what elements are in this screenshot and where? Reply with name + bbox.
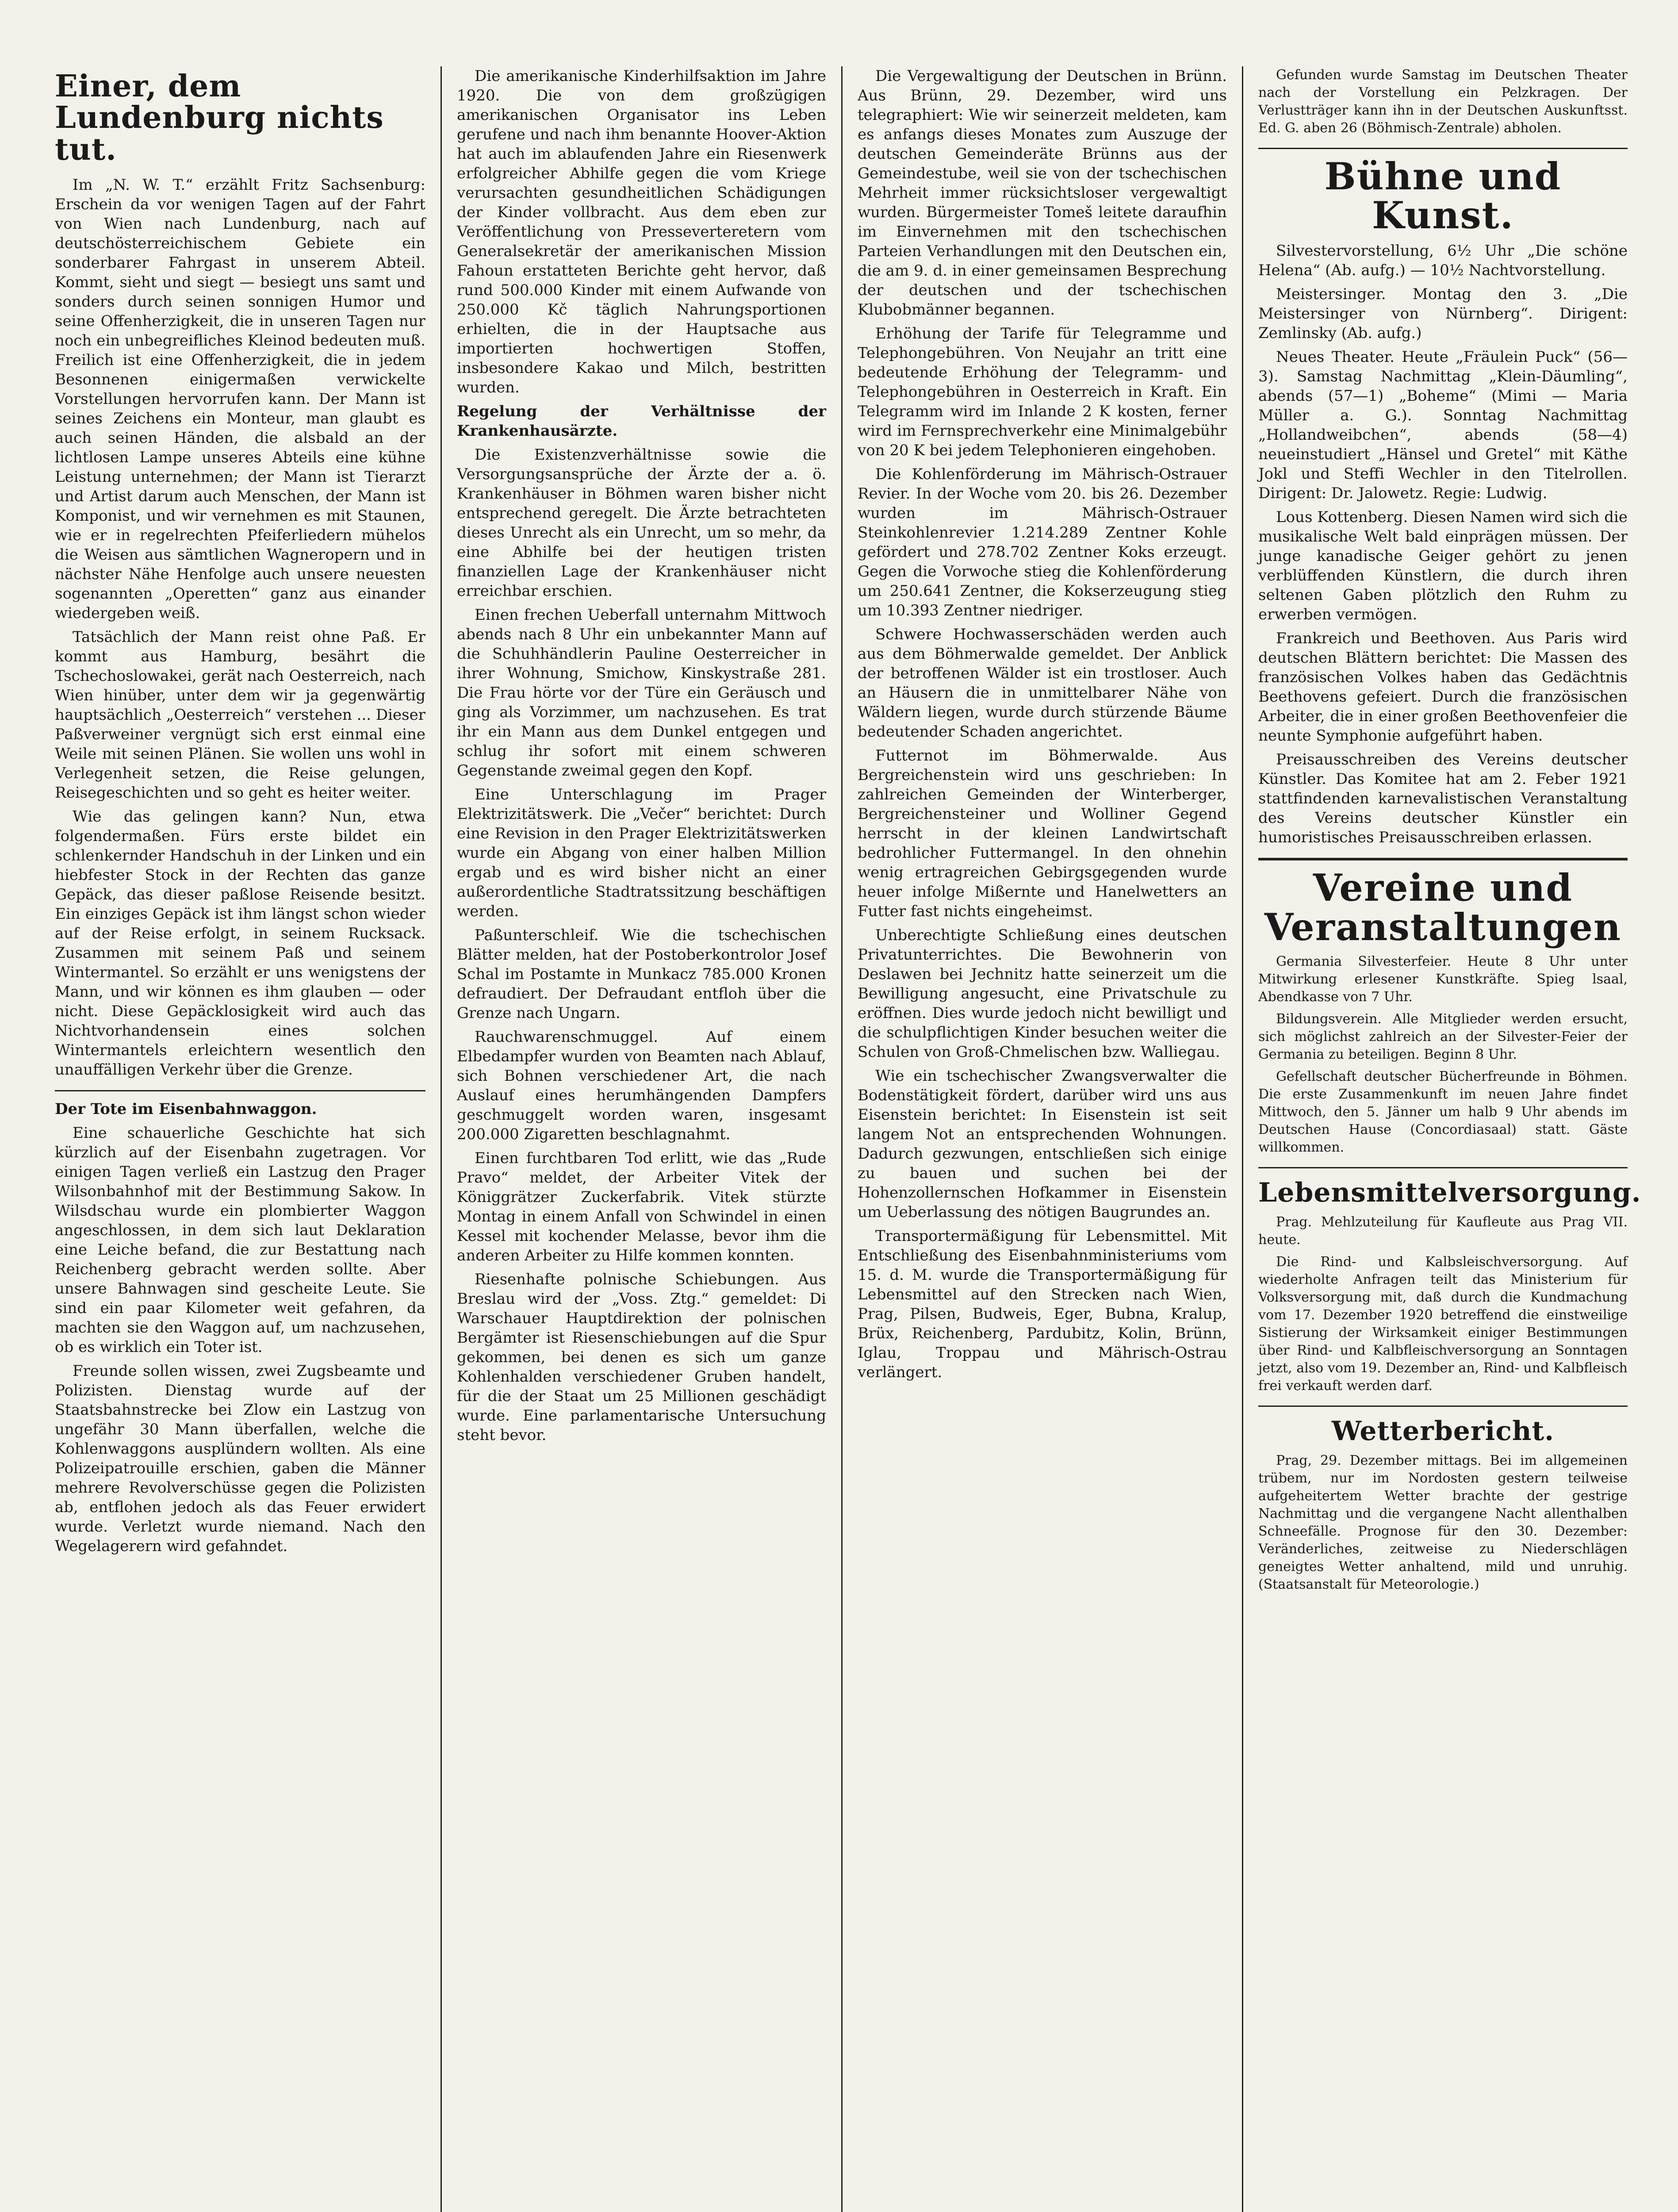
article-paragraph: Schwere Hochwasserschäden werden auch aus dem Böhmerwalde gemeldet. Der Anblick der betroffenen Wälder ist ein trostloser. Auch an Häusern die in unmittelbarer Nähe von Wäldern liegen, wurde durch stürzende Bäume bedeutender Schaden angerichtet. bbox=[858, 626, 1227, 741]
article-paragraph: Eine schauerliche Geschichte hat sich kürzlich auf der Eisenbahn zugetragen. Vor einigen Tagen verließ ein Lastzug den Prager Wilsonbahnhof mit der Bestimmung Sakow. In Wilsdschau wurde ein plombierter Waggon angeschlossen, in dem sich laut Deklaration eine Leiche befand, die zur Bestattung nach Reichenberg gebracht werden sollte. Aber unsere Bahnwagen sind gescheite Leute. Sie sind ein paar Kilometer weit gefahren, da machten sie den Waggon auf, um nachzusehen, ob es wirklich ein Toter ist. bbox=[55, 1124, 425, 1356]
article-paragraph: Wie das gelingen kann? Nun, etwa folgendermaßen. Fürs erste bildet ein schlenkernder Handschuh in der Linken und ein hiebfester Stock in der Rechten das ganze Gepäck, das dieser paßlose Reisende besitzt. Ein einziges Gepäck ist ihm längst schon wieder auf der Reise erfolgt, in seinem Rucksack. Zusammen mit seinem Paß und seinem Wintermantel. So erzählt er uns wenigstens der Mann, und wir können es ihm glauben — oder nicht. Diese Gepäcklosigkeit wird auch das Nichtvorhandensein eines solchen Wintermantels erleichtern wesentlich den unauffälligen Verkehr über die Grenze. bbox=[55, 808, 425, 1079]
article-paragraph: Die Existenzverhältnisse sowie die Versorgungsansprüche der Ärzte der a. ö. Krankenhäuser in Böhmen waren bisher nicht entsprechend geregelt. Die Ärzte betrachteten dieses Unrecht als ein Unrecht, um so mehr, da eine Abhilfe bei der heutigen tristen finanziellen Lage der Krankenhäuser nicht erreichbar erschien. bbox=[457, 446, 826, 600]
article-paragraph: Einen frechen Ueberfall unternahm Mittwoch abends nach 8 Uhr ein unbekannter Mann auf die Schuhhändlerin Pauline Oesterreicher in ihrer Wohnung, Smichow, Kinskystraße 281. Die Frau hörte vor der Türe ein Geräusch und ging als Vorzimmer, um nachzusehen. Es trat ihr ein Mann aus dem Dunkel entgegen und schlug ihr sofort mit einem schweren Gegenstande zweimal gegen den Kopf. bbox=[457, 606, 826, 780]
article-paragraph: Silvestervorstellung, 6½ Uhr „Die schöne Helena“ (Ab. aufg.) — 10½ Nachtvorstellung. bbox=[1258, 242, 1628, 280]
article-paragraph: Gefellschaft deutscher Bücherfreunde in Böhmen. Die erste Zusammenkunft im neuen Jahre findet Mittwoch, den 5. Jänner um halb 9 Uhr abends im Deutschen Hause (Concordiasaal) statt. Gäste willkommen. bbox=[1258, 1068, 1628, 1155]
column-1 bbox=[40, 66, 441, 2212]
article-paragraph: Tatsächlich der Mann reist ohne Paß. Er kommt aus Hamburg, besährt die Tschechoslowakei, gerät nach Oesterreich, nach Wien hinüber, unter dem wir ja gegenwärtig hauptsächlich „Oesterreich“ verstehen ... Dieser Paßverweiner vergnügt sich erst einmal eine Weile mit seinen Plänen. Sie wollen uns wohl in Verlegenheit setzen, die Reise gelungen, Reisegeschichten und so geht es heiter weiter. bbox=[55, 628, 425, 802]
columns bbox=[40, 66, 1643, 2212]
article-paragraph: Bildungsverein. Alle Mitglieder werden ersucht, sich möglichst zahlreich an der Silvester-Feier der Germania zu beteiligen. Beginn 8 Uhr. bbox=[1258, 1011, 1628, 1062]
article-paragraph: Die amerikanische Kinderhilfsaktion im Jahre 1920. Die von dem großzügigen amerikanischen Organisator ins Leben gerufene und nach ihm benannte Hoover-Aktion hat auch im ablaufenden Jahre ein Riesenwerk erfolgreicher Abhilfe gegen die vom Kriege verursachten gesundheitlichen Schädigungen der Kinder vollbracht. Aus dem eben zur Veröffentlichung von Presseverteretern vom Generalsekretär der amerikanischen Mission Fahoun erstatteten Berichte geht hervor, daß rund 500.000 Kinder mit einem Aufwande von 250.000 Kč täglich Nahrungsportionen erhielten, die in der Hauptsache aus importierten hochwertigen Stoffen, insbesondere Kakao und Milch, bestritten wurden. bbox=[457, 67, 826, 396]
article-paragraph: Wie ein tschechischer Zwangsverwalter die Bodenstätigkeit fördert, darüber wird uns aus Eisenstein berichtet: In Eisenstein ist seit langem Not an entsprechenden Wohnungen. Dadurch gezwungen, entschließen sich einige zu bauen und suchen bei der Hohenzollernschen Hofkammer in Eisenstein um Ueberlassung des nötigen Baugrundes an. bbox=[858, 1067, 1227, 1221]
notice-paragraph: Gefunden wurde Samstag im Deutschen Theater nach der Vorstellung ein Pelzkragen. Der Verlustträger kann ihn in der Deutschen Auskunftsst. Ed. G. aben 26 (Böhmisch-Zentrale) abholen. bbox=[1258, 67, 1628, 136]
article-paragraph: Einen furchtbaren Tod erlitt, wie das „Rude Pravo“ meldet, der Arbeiter Vitek der Königgrätzer Zuckerfabrik. Vitek stürzte Montag in einem Anfall von Schwindel in einen Kessel mit kochender Melasse, bevor ihm die anderen Arbeiter zu Hilfe kommen konnten. bbox=[457, 1149, 826, 1264]
article-paragraph: Prag. Mehlzuteilung für Kaufleute aus Prag VII. heute. bbox=[1258, 1214, 1628, 1248]
article-paragraph: Rauchwarenschmuggel. Auf einem Elbedampfer wurden von Beamten nach Ablauf, sich Bohnen verschiedener Art, die nach Auslauf eines herumhängenden Dampfers geschmuggelt worden waren, insgesamt 200.000 Zigaretten beschlagnahmt. bbox=[457, 1028, 826, 1143]
article-paragraph: Freunde sollen wissen, zwei Zugsbeamte und Polizisten. Dienstag wurde auf der Staatsbahnstrecke bei Zlow ein Lastzug von ungefähr 30 Mann überfallen, welche die Kohlenwaggons ausplündern wollten. Als eine Polizeipatrouille erschien, gaben die Männer mehrere Revolverschüsse gegen die Polizisten ab, entflohen jedoch als das Feuer erwidert wurde. Verletzt wurde niemand. Nach den Wegelagerern wird gefahndet. bbox=[55, 1362, 425, 1555]
article-paragraph: Lous Kottenberg. Diesen Namen wird sich die musikalische Welt bald einprägen müssen. Der junge kanadische Geiger gehört zu jenen verblüffenden Künstlern, die durch ihren seltenen Gaben plötzlich den Ruhm zu erwerben vermögen. bbox=[1258, 508, 1628, 624]
section-title-vereine: Vereine und Veranstaltungen bbox=[1264, 866, 1622, 949]
divider bbox=[1258, 1167, 1628, 1168]
article-paragraph: Frankreich und Beethoven. Aus Paris wird deutschen Blättern berichtet: Die Massen des französischen Volkes haben das Gedächtnis Beethovens gefeiert. Durch die französischen Arbeiter, die in einer großen Beethovenfeier die neunte Symphonie aufgeführt haben. bbox=[1258, 630, 1628, 745]
article-paragraph: Unberechtigte Schließung eines deutschen Privatunterrichtes. Die Bewohnerin von Deslawen bei Jechnitz hatte seinerzeit um die Bewilligung angesucht, eine Privatschule zu eröffnen. Dies wurde jedoch nicht bewilligt und die schulpflichtigen Kinder besuchen weiter die Schulen von Groß-Chmelischen bzw. Walliegau. bbox=[858, 926, 1227, 1061]
divider bbox=[1258, 1406, 1628, 1407]
column-3 bbox=[841, 66, 1242, 2212]
column-4 bbox=[1242, 66, 1643, 2212]
divider bbox=[55, 1090, 425, 1091]
article-paragraph: Eine Unterschlagung im Prager Elektrizitätswerk. Die „Večer“ berichtet: Durch eine Revision in den Prager Elektrizitätswerken wurde ein Abgang von einer halben Million ergab und es wird bisher nicht an einer außerordentliche Stadtratssitzung beschäftigen werden. bbox=[457, 786, 826, 920]
article-paragraph: Futternot im Böhmerwalde. Aus Bergreichenstein wird uns geschrieben: In zahlreichen Gemeinden der Winterberger, Bergreichensteiner und Wolliner Gegend herrscht in der kleinen Landwirtschaft bedrohlicher Futtermangel. In den ohnehin wenig ertragreichen Gebirgsgegenden wurde heuer infolge Mißernte und Hanelwetters an Futter fast nichts eingeheimst. bbox=[858, 747, 1227, 920]
section-title-buehne: Bühne und Kunst. bbox=[1324, 154, 1562, 238]
article-paragraph: Prag, 29. Dezember mittags. Bei im allgemeinen trübem, nur im Nordosten gestern teilweise aufgeheitertem Wetter brachte der gestrige Nachmittag und die vergangene Nacht allenthalben Schneefälle. Prognose für den 30. Dezember: Veränderliches, zeitweise zu Niederschlägen geneigtes Wetter anhaltend, mild und unruhig. (Staatsanstalt für Meteorologie.) bbox=[1258, 1452, 1628, 1592]
section-title-lebensmittel: Lebensmittelversorgung. bbox=[1258, 1177, 1641, 1208]
article-paragraph: Erhöhung der Tarife für Telegramme und Telephongebühren. Von Neujahr an tritt eine bedeutende Erhöhung der Telegramm- und Telephongebühren in Oesterreich in Kraft. Ein Telegramm wird im Inlande 2 K kosten, ferner wird im Fernsprechverkehr eine Minimalgebühr von 20 K bei jedem Telephonieren eingehoben. bbox=[858, 325, 1227, 459]
section-title-wetter: Wetterbericht. bbox=[1331, 1415, 1555, 1447]
article-paragraph: Im „N. W. T.“ erzählt Fritz Sachsenburg: Erschein da vor wenigen Tagen auf der Fahrt von Wien nach Lundenburg, nach auf deutschösterreichischem Gebiete ein sonderbarer Fahrgast in unserem Abteil. Kommt, sieht und siegt — besiegt uns samt und sonders durch seinen sonnigen Humor und seine Offenherzigkeit, die in unseren Tagen nur noch ein unbegreifliches Kleinod bedeuten muß. Freilich ist eine Offenherzigkeit, die in jedem Besonnenen einigermaßen verwickelte Vorstellungen hervorrufen kann. Der Mann ist seines Zeichens ein Monteur, man glaubt es auch seinen Händen, die alsbald an der lichtlosen Lampe unseres Abteils eine kühne Leistung unternehmen; der Mann ist Tierarzt und Artist darum auch Menschen, der Mann ist Komponist, und wir vernehmen es mit Staunen, wie er in regelrechten Pfeiferliedern mühelos die Weisen aus sämtlichen Wagneropern und in nächster Nähe Henfolge auch unsere neuesten sogenannten „Operetten“ ganz aus einander wiedergeben weiß. bbox=[55, 176, 425, 622]
article-paragraph: Die Vergewaltigung der Deutschen in Brünn. Aus Brünn, 29. Dezember, wird uns telegraphiert: Wie wir seinerzeit meldeten, kam es anfangs dieses Monates zum Auszuge der deutschen Gemeinderäte Brünns aus der Gemeindestube, weil sie von der tschechischen Mehrheit immer rücksichtsloser vergewaltigt wurden. Bürgermeister Tomeš leitete daraufhin im Einvernehmen mit den tschechischen Parteien Verhandlungen mit den Deutschen ein, die am 9. d. in einer gemeinsamen Besprechung der deutschen und der tschechischen Klubobmänner begannen. bbox=[858, 67, 1227, 319]
article-paragraph: Die Kohlenförderung im Mährisch-Ostrauer Revier. In der Woche vom 20. bis 26. Dezember wurden im Mährisch-Ostrauer Steinkohlenrevier 1.214.289 Zentner Kohle gefördert und 278.702 Zentner Koks erzeugt. Gegen die Vorwoche stieg die Kohlenförderung um 250.641 Zentner, die Kokserzeugung stieg um 10.393 Zentner niedriger. bbox=[858, 465, 1227, 619]
headline-lundenburg: Einer, dem Lundenburg nichts tut. bbox=[55, 69, 384, 167]
article-paragraph: Paßunterschleif. Wie die tschechischen Blätter melden, hat der Postoberkontrolor Josef Schal im Postamte in Munkacz 785.000 Kronen defraudiert. Der Defraudant entfloh über die Grenze nach Ungarn. bbox=[457, 926, 826, 1022]
divider bbox=[1258, 148, 1628, 149]
article-paragraph: Neues Theater. Heute „Fräulein Puck“ (56—3). Samstag Nachmittag „Klein-Däumling“, abends (57—1) „Boheme“ (Mimi — Maria Müller a. G.). Sonntag Nachmittag „Hollandweibchen“, abends (58—4) neueinstudiert „Hänsel und Gretel“ mit Käthe Jokl und Steffi Wechler in den Titelrollen. Dirigent: Dr. Jalowetz. Regie: Ludwig. bbox=[1258, 348, 1628, 503]
divider bbox=[1258, 858, 1628, 860]
article-paragraph: Riesenhafte polnische Schiebungen. Aus Breslau wird der „Voss. Ztg.“ gemeldet: Di Warschauer Hauptdirektion der polnischen Bergämter ist Riesenschiebungen auf die Spur gekommen, bei denen es sich um ganze Kohlenhalden verschiedener Gruben handelt, für die der Staat um 25 Millionen geschädigt wurde. Eine parlamentarische Untersuchung steht bevor. bbox=[457, 1271, 826, 1444]
article-paragraph: Germania Silvesterfeier. Heute 8 Uhr unter Mitwirkung erlesener Kunstkräfte. Spieg lsaal, Abendkasse von 7 Uhr. bbox=[1258, 953, 1628, 1005]
article-paragraph: Die Rind- und Kalbsleischversorgung. Auf wiederholte Anfragen teilt das Ministerium für Volksversorgung mit, daß durch die Kundmachung vom 17. Dezember 1920 betreffend die einstweilige Sistierung der Wirksamkeit einiger Bestimmungen über Rind- und Kalbfleischversorgung an Sonntagen jetzt, also vom 19. Dezember an, Rind- und Kalbfleisch frei verkauft werden darf. bbox=[1258, 1254, 1628, 1394]
subheadline-aerzte: Regelung der Verhältnisse der Krankenhausärzte. bbox=[457, 403, 826, 440]
article-paragraph: Meistersinger. Montag den 3. „Die Meistersinger von Nürnberg“. Dirigent: Zemlinsky (Ab. aufg.) bbox=[1258, 285, 1628, 342]
article-paragraph: Preisausschreiben des Vereins deutscher Künstler. Das Komitee hat am 2. Feber 1921 stattfindenden karnevalistischen Veranstaltung des Vereins deutscher Künstler ein humoristisches Preisausschreiben erlassen. bbox=[1258, 751, 1628, 847]
column-2 bbox=[441, 66, 841, 2212]
article-paragraph: Transportermäßigung für Lebensmittel. Mit Entschließung des Eisenbahnministeriums vom 15. d. M. wurde die Transportermäßigung für Lebensmittel auf den Strecken nach Wien, Prag, Pilsen, Budweis, Eger, Bubna, Kralup, Brüx, Reichenberg, Pardubitz, Kolin, Brünn, Iglau, Troppau und Mährisch-Ostrau verlängert. bbox=[858, 1227, 1227, 1381]
subheadline-tote: Der Tote im Eisenbahnwaggon. bbox=[55, 1100, 317, 1118]
